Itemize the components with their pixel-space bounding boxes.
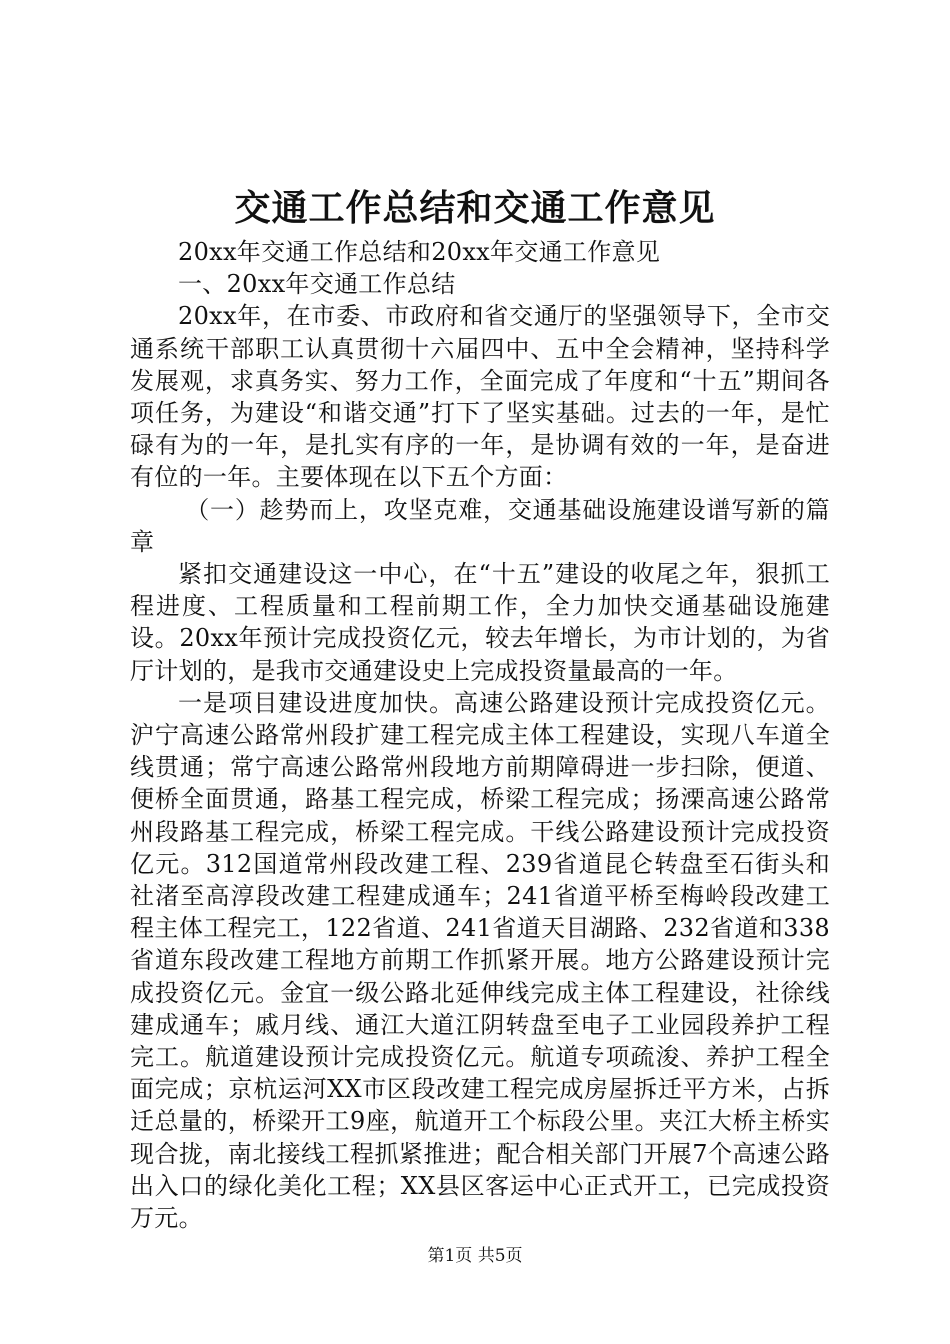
- paragraph-construction: 紧扣交通建设这一中心，在“十五”建设的收尾之年，狠抓工程进度、工程质量和工程前期工作，全力加快交通基础设施建设。20xx年预计完成投资亿元，较去年增长，为市计划的，为省厅计划的，是我市交通建设史上完成投资量最高的一年。: [130, 560, 830, 685]
- paragraph-projects: 一是项目建设进度加快。高速公路建设预计完成投资亿元。沪宁高速公路常州段扩建工程完成主体工程建设，实现八车道全线贯通；常宁高速公路常州段地方前期障碍进一步扫除，便道、便桥全面贯通，路基工程完成，桥梁工程完成；扬溧高速公路常州段路基工程完成，桥梁工程完成。干线公路建设预计完成投资亿元。312国道常州段改建工程、239省道昆仑转盘至石街头和社渚至高淳段改建工程建成通车；241省道平桥至梅岭段改建工程主体工程完工，122省道、241省道天目湖路、232省道和338省道东段改建工程地方前期工作抓紧开展。地方公路建设预计完成投资亿元。金宜一级公路北延伸线完成主体工程建设，社徐线建成通车；戚月线、通江大道江阴转盘至电子工业园段养护工程完工。航道建设预计完成投资亿元。航道专项疏浚、养护工程全面完成；京杭运河XX市区段改建工程完成房屋拆迁平方米，占拆迁总量的，桥梁开工9座，航道开工个标段公里。夹江大桥主桥实现合拢，南北接线工程抓紧推进；配合相关部门开展7个高速公路出入口的绿化美化工程；XX县区客运中心正式开工，已完成投资万元。: [130, 688, 830, 1233]
- page-footer: 第1页 共5页: [427, 1246, 523, 1266]
- section-heading: 一、20xx年交通工作总结: [178, 270, 456, 299]
- document-body: [130, 236, 830, 1234]
- paragraph-intro: 20xx年，在市委、市政府和省交通厅的坚强领导下，全市交通系统干部职工认真贯彻十六届四中、五中全会精神，坚持科学发展观，求真务实、努力工作，全面完成了年度和“十五”期间各项任务，为建设“和谐交通”打下了坚实基础。过去的一年，是忙碌有为的一年，是扎实有序的一年，是协调有效的一年，是奋进有位的一年。主要体现在以下五个方面：: [130, 302, 830, 492]
- paragraph-heading: 20xx年交通工作总结和20xx年交通工作意见: [178, 238, 661, 266]
- subsection-heading: （一）趁势而上，攻坚克难，交通基础设施建设谱写新的篇章: [130, 495, 830, 556]
- document-title: 交通工作总结和交通工作意见: [234, 187, 716, 229]
